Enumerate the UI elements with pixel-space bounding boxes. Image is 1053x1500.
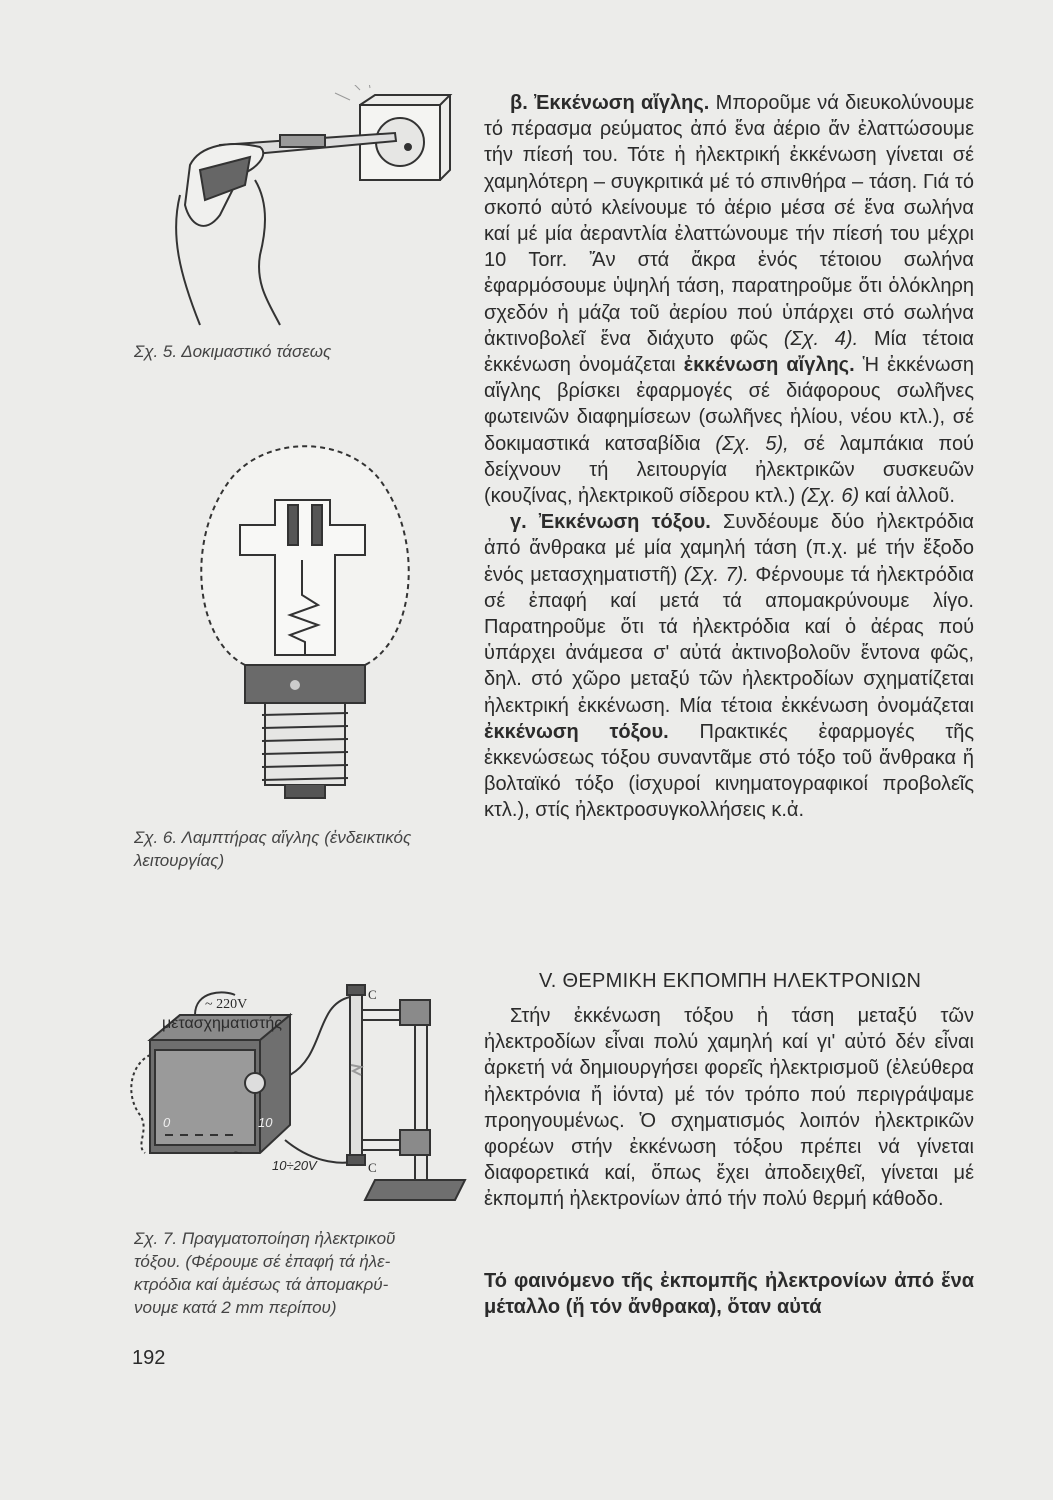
fig7-label-transformer: μετασχηματιστής xyxy=(162,1015,283,1032)
fig7-label-c-bottom: C xyxy=(368,1160,377,1175)
figure-7-caption-line1: Σχ. 7. Πραγματοποίηση ἠλεκτρικοῦ xyxy=(134,1229,396,1248)
text-span: Μία τέτοια ἐκκένωση ὀνομάζεται xyxy=(484,327,974,377)
figure-ref: (Σχ. 6) xyxy=(800,485,860,508)
figure-6-caption-line1: Σχ. 6. Λαμπτήρας αἴγλης (ἐνδεικτικός xyxy=(134,828,412,847)
text-span: Συνδέουμε δύο ἠλεκτρόδια ἀπό ἄνθρακα μέ μία χαμηλή τάση (π.χ. μέ τήν ἔξοδο ἑνός μετασχηματιστῆ) xyxy=(484,511,974,586)
fig7-dial-max: 10 xyxy=(258,1115,273,1130)
fig7-label-voltage: ~ 220V xyxy=(205,997,248,1012)
figure-ref: (Σχ. 7). xyxy=(683,563,749,586)
figure-7-arc-apparatus xyxy=(125,975,475,1210)
text-span: Μποροῦμε νά διευκολύνουμε τό πέρασμα ρεύματος ἀπό ἕνα ἀέριο ἄν ἐλαττώσουμε τήν πίεσή του. Τότε ἡ ἠλεκτρική ἐκκένωση γίνεται σέ χαμηλότερη – συγκριτικά μέ τό σπινθήρα – τάση. Γιά τό σκοπό αὐτό κλείνουμε τό ἀέριο μέσα σέ ἕνα σωλήνα καί μέ μία ἀεραντλία ἐλαττώνουμε τήν πίεσή του μέχρι 10 Torr. Ἄν στά ἄκρα ἑνός τέτοιου σωλήνα ἐφαρμόσουμε ὑψηλή τάση, παρατηροῦμε ὅτι ὁλόκληρη σχεδόν ἡ μάζα τοῦ ἀερίου πού ὑπάρχει στό σωλήνα ἀκτινοβολεῖ ἕνα διάχυτο φῶς xyxy=(484,92,975,350)
figure-7-caption-line2: τόξου. (Φέρουμε σέ ἐπαφή τά ἠλε- xyxy=(134,1252,391,1271)
fig7-label-low-voltage: 10÷20V xyxy=(272,1158,317,1173)
figure-ref: (Σχ. 4). xyxy=(783,327,859,350)
fig7-label-ac: ~ xyxy=(233,1145,243,1162)
figure-5-voltage-tester xyxy=(160,85,460,335)
fig7-dial-min: 0 xyxy=(163,1115,171,1130)
text-span: Πρακτικές ἐφαρμογές τῆς ἐκκενώσεως τόξου συναντᾶμε στό τόξο τοῦ ἄνθρακα ἤ βολταϊκό τόξο (ἰσχυροί κινηματογραφικοί προβολεῖς κτλ.), στίς ἠλεκτροσυγκολλήσεις κ.ἀ. xyxy=(484,720,975,822)
figure-6-glow-lamp xyxy=(190,410,420,810)
text-span: καί ἀλλοῦ. xyxy=(859,485,955,508)
paragraph-thermionic-emission xyxy=(484,1003,974,1213)
section-heading: V. ΘΕΡΜΙΚΗ ΕΚΠΟΜΠΗ ΗΛΕΚΤΡΟΝΙΩΝ xyxy=(539,970,922,992)
paragraph-glow-discharge xyxy=(484,90,974,824)
thermionic-paragraph: Στήν ἐκκένωση τόξου ἡ τάση μεταξύ τῶν ἠλεκτροδίων εἶναι πολύ χαμηλή καί γι' αὐτό δέν εἶναι ἀρκετή νά δημιουργήσει φορεῖς ἠλεκτρισμοῦ (ἐλεύθερα ἠλεκτρόνια ἤ ἰόντα) μέ τόν τρόπο πού περιγράψαμε προηγουμένως. Ὁ σχηματισμός λοιπόν ἠλεκτρικῶν φορέων στήν ἐκκένωση τόξου πρέπει νά γίνεται διαφορετικά καί, ὅπως ἔχει ἀποδειχθεῖ, γίνεται μέ ἐκπομπή ἠλεκτρονίων ἀπό τήν πολύ θερμή κάθοδο. xyxy=(484,1005,974,1211)
bold-lead-text: Τό φαινόμενο τῆς ἐκπομπῆς ἠλεκτρονίων ἀπό ἕνα μέταλλο (ἤ τόν ἄνθρακα), ὅταν αὐτά xyxy=(484,1270,974,1319)
glow-discharge-heading: β. Ἐκκένωση αἴγλης. xyxy=(510,92,710,114)
fig7-label-c-top: C xyxy=(368,987,377,1002)
figure-5-caption: Σχ. 5. Δοκιμαστικό τάσεως xyxy=(134,342,332,361)
page-number: 192 xyxy=(132,1347,166,1369)
figure-7-caption-line4: νουμε κατά 2 mm περίπου) xyxy=(134,1298,337,1317)
paragraph-bold-lead xyxy=(484,1268,974,1320)
text-span: Φέρνουμε τά ἠλεκτρόδια σέ ἐπαφή καί μετά τά απομακρύνουμε λίγο. Παρατηροῦμε ὅτι τά ἠλεκτρόδια καί ὁ ἀέρας πού ὑπάρχει ἀνάμεσα σ' αὐτά ἀκτινοβολοῦν ἔντονα φῶς, δηλ. στό χῶρο μεταξύ τῶν ἠλεκτροδίων σχηματίζεται ἠλεκτρική ἐκκένωση. Μία τέτοια ἐκκένωση ὀνομάζεται xyxy=(484,563,974,717)
figure-6-caption-line2: λειτουργίας) xyxy=(134,851,225,870)
term-arc-discharge: ἐκκένωση τόξου. xyxy=(484,720,669,743)
term-glow-discharge: ἐκκένωση αἴγλης. xyxy=(683,354,855,377)
figure-ref: (Σχ. 5), xyxy=(715,432,789,455)
figure-7-caption-line3: κτρόδια καί ἀμέσως τά ἀπομακρύ- xyxy=(134,1275,389,1294)
text-span: Ἡ ἐκκένωση αἴγλης βρίσκει ἐφαρμογές σέ διάφορους σωλῆνες φωτεινῶν διαφημίσεων (σωλῆνες ἡλίου, νέου κτλ.), σέ δοκιμαστικά κατσαβίδια xyxy=(484,354,974,455)
text-span: σέ λαμπάκια πού δείχνουν τή λειτουργία ἠλεκτρικῶν συσκευῶν (κουζίνας, ἠλεκτρικοῦ σίδερου κτλ.) xyxy=(484,432,974,508)
arc-discharge-heading: γ. Ἐκκένωση τόξου. xyxy=(510,511,711,534)
